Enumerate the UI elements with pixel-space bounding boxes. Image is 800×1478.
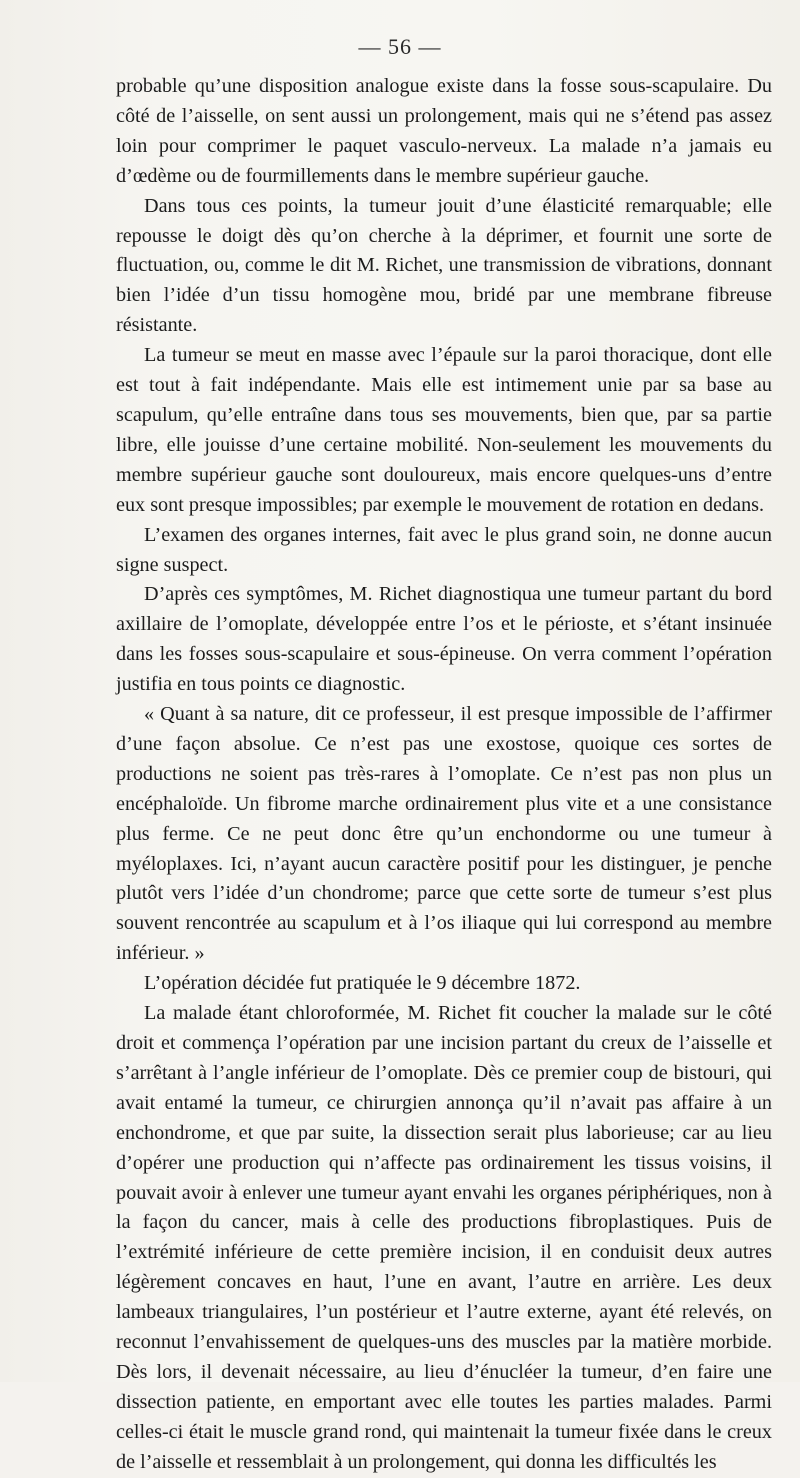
paragraph-5: D’après ces symptômes, M. Richet diagnostiqua une tumeur partant du bord axillaire de l’omoplate, développée entre l’os et le périoste, et s’étant insinuée dans les fosses sous-scapulaire et sous-épineuse. On verra comment l’opération justifia en tous points ce diagnostic. — [116, 583, 772, 696]
paragraph-1: probable qu’une disposition analogue existe dans la fosse sous-scapulaire. Du côté de l’aisselle, on sent aussi un prolongement, mais qui ne s’étend pas assez loin pour comprimer le paquet vasculo-nerveux. La malade n’a jamais eu d’œdème ou de fourmillements dans le membre supérieur gauche. — [116, 75, 772, 187]
paragraph-7: L’opération décidée fut pratiquée le 9 décembre 1872. — [144, 972, 581, 995]
paragraph-4: L’examen des organes internes, fait avec le plus grand soin, ne donne aucun signe suspect. — [116, 523, 772, 576]
paragraph-2: Dans tous ces points, la tumeur jouit d’une élasticité remarquable; elle repousse le doigt dès qu’on cherche à la déprimer, et fournit une sorte de fluctuation, ou, comme le dit M. Richet, une transmission de vibrations, donnant bien l’idée d’un tissu homogène mou, bridé par une membrane fibreuse résistante. — [116, 194, 772, 337]
body-text — [116, 72, 772, 1478]
paragraph-8: La malade étant chloroformée, M. Richet fit coucher la malade sur le côté droit et commença l’opération par une incision partant du creux de l’aisselle et s’arrêtant à l’angle inférieur de l’omoplate. Dès ce premier coup de bistouri, qui avait entamé la tumeur, ce chirurgien annonça qu’il n’avait pas affaire à un enchondrome, et que par suite, la dissection serait plus laborieuse; car au lieu d’opérer une production qui n’affecte pas ordinairement les tissus voisins, il pouvait avoir à enlever une tumeur ayant envahi les organes périphériques, non à la façon du cancer, mais à celle des productions fibroplastiques. Puis de l’extrémité inférieure de cette première incision, il en conduisit deux autres légèrement concaves en haut, l’une en avant, l’autre en arrière. Les deux lambeaux triangulaires, l’un postérieur et l’autre externe, ayant été relevés, on reconnut l’envahissement de quelques-uns des muscles par la matière morbide. Dès lors, il devenait nécessaire, au lieu d’énucléer la tumeur, d’en faire une dissection patiente, en emportant avec elle toutes les parties malades. Parmi celles-ci était le muscle grand rond, qui maintenait la tumeur fixée dans le creux de l’aisselle et ressemblait à un prolongement, qui donna les difficultés les — [116, 1002, 772, 1473]
paragraph-3: La tumeur se meut en masse avec l’épaule sur la paroi thoracique, dont elle est tout à fait indépendante. Mais elle est intimement unie par sa base au scapulum, qu’elle entraîne dans tous ses mouvements, bien que, par sa partie libre, elle jouisse d’une certaine mobilité. Non-seulement les mouvements du membre supérieur gauche sont douloureux, mais encore quelques-uns d’entre eux sont presque impossibles; par exemple le mouvement de rotation en dedans. — [116, 344, 772, 516]
page-number: — 56 — — [358, 34, 442, 59]
paragraph-6: « Quant à sa nature, dit ce professeur, il est presque impossible de l’affirmer d’une façon absolue. Ce n’est pas une exostose, quoique ces sortes de productions ne soient pas très-rares à l’omoplate. Ce n’est pas non plus un encéphaloïde. Un fibrome marche ordinairement plus vite et a une consistance plus ferme. Ce ne peut donc être qu’un enchondorme ou une tumeur à myéloplaxes. Ici, n’ayant aucun caractère positif pour les distinguer, je penche plutôt vers l’idée d’un chondrome; parce que cette sorte de tumeur s’est plus souvent rencontrée au scapulum et à l’os iliaque qui lui correspond au membre inférieur. » — [116, 703, 772, 965]
